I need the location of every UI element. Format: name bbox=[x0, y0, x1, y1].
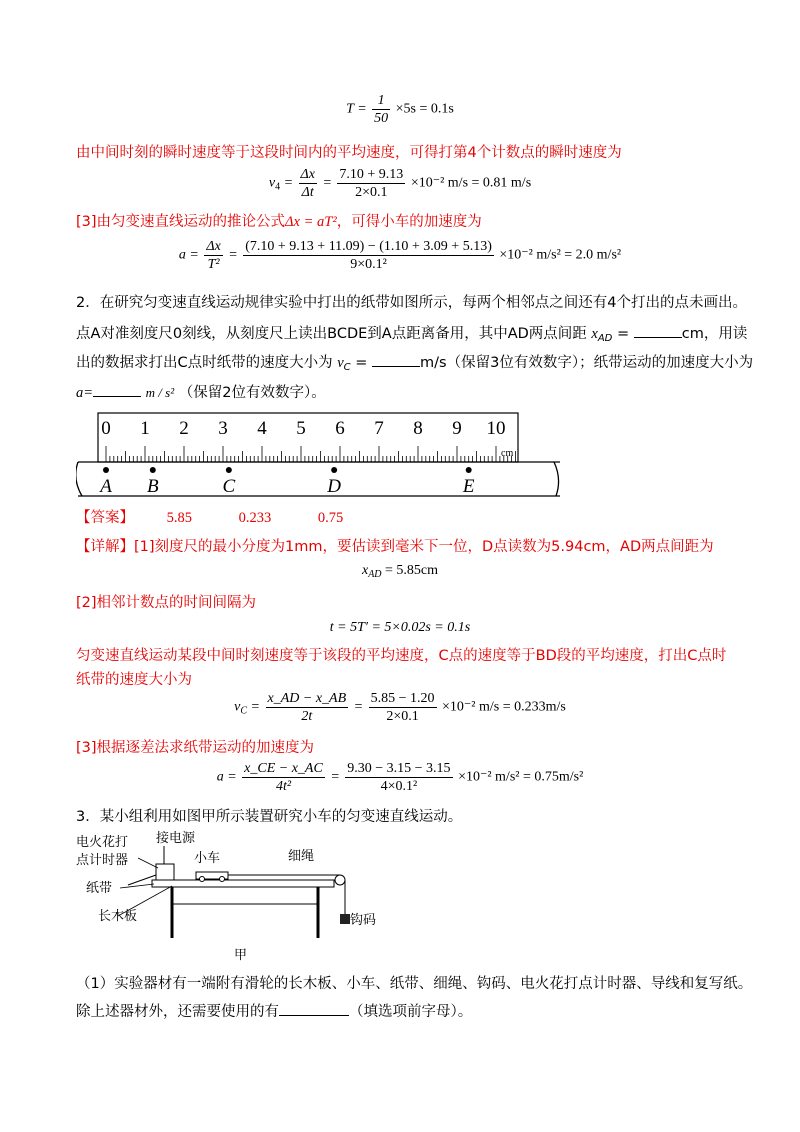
formula-rest: ×10⁻² m/s = 0.81 m/s bbox=[410, 175, 532, 191]
formula-subscript: C bbox=[240, 705, 248, 717]
fraction-denominator: 2×0.1 bbox=[386, 709, 419, 724]
text-part: （保留2位有效数字）。 bbox=[178, 385, 326, 401]
ruler-number: 0 bbox=[101, 418, 111, 439]
xad-formula bbox=[0, 563, 800, 580]
solution-text-1: 由中间时刻的瞬时速度等于这段时间内的平均速度，可得打第4个计数点的瞬时速度为 bbox=[76, 145, 622, 161]
formula-rest: ×5s = 0.1s bbox=[395, 101, 454, 117]
label-power: 接电源 bbox=[156, 830, 196, 845]
tape-pointer bbox=[120, 884, 154, 888]
fraction-numerator: Δx bbox=[206, 239, 221, 254]
var-v: v bbox=[337, 355, 344, 371]
ruler-number: 4 bbox=[257, 418, 267, 439]
solution-text-2 bbox=[76, 212, 482, 232]
acceleration-formula: a = $\frac{\Delta x}{\text{T²}}$ = $\frac{(7.10 + 9.13 + 11.09) - (1.10 + 3.09 + 5.13)}{\text{9×0.1²}}$ ×10⁻² m/s² = 2.0 m/s² bbox=[178, 239, 622, 272]
fraction-denominator: 2×0.1 bbox=[355, 185, 388, 200]
long-board bbox=[152, 880, 334, 887]
cart-wheel bbox=[220, 877, 225, 882]
fraction bbox=[345, 760, 452, 795]
answer-blank-ad[interactable] bbox=[634, 322, 682, 338]
detail-line-1: 【详解】[1]刻度尺的最小分度为1mm，要估读到毫米下一位，D点读数为5.94cm，AD两点间距为 bbox=[76, 539, 714, 555]
equals: = bbox=[612, 326, 630, 342]
ruler-number: 5 bbox=[296, 418, 306, 439]
formula-lhs: a bbox=[216, 769, 224, 785]
ruler-number: 7 bbox=[374, 418, 384, 439]
q3-line-1: 3．某小组利用如图甲所示装置研究小车的匀变速直线运动。 bbox=[76, 809, 463, 825]
cart-wheel bbox=[200, 877, 205, 882]
answer-value-2: 0.233 bbox=[238, 510, 272, 526]
text-part: （填选项前字母）。 bbox=[349, 1004, 473, 1020]
equals: = bbox=[350, 355, 368, 371]
fraction bbox=[337, 166, 405, 201]
q3-line-3 bbox=[76, 1000, 472, 1022]
fraction bbox=[372, 92, 390, 127]
text-part: m/s（保留3位有效数字）；纸带运动的加速度大小为 bbox=[420, 355, 754, 371]
period-formula: T = $\frac{1}{50}$ ×5s = 0.1s bbox=[346, 93, 454, 126]
fraction-numerator: 7.10 + 9.13 bbox=[339, 167, 404, 182]
detail-line-5: [3]根据逐差法求纸带运动的加速度为 bbox=[76, 740, 315, 756]
tape-points bbox=[98, 467, 475, 497]
answer-value-1: 5.85 bbox=[166, 510, 192, 526]
detail-line-2: [2]相邻计数点的时间间隔为 bbox=[76, 595, 257, 611]
detail-line-3: 匀变速直线运动某段中间时刻速度等于该段的平均速度，C点的速度等于BD段的平均速度，打出C点时 bbox=[76, 648, 727, 664]
fraction bbox=[243, 238, 494, 273]
q3-line-2: （1）实验器材有一端附有滑轮的长木板、小车、纸带、细绳、钩码、电火花打点计时器、导线和复写纸。 bbox=[76, 976, 753, 992]
ruler-figure bbox=[76, 412, 560, 500]
formula-lhs: a bbox=[178, 247, 186, 263]
tape-point bbox=[150, 467, 156, 473]
fraction-numerator: 9.30 − 3.15 − 3.15 bbox=[347, 761, 451, 776]
vc-formula: $v_C$ = $\frac{x\_AD - x\_AB}{2t}$ = $\frac{5.85 - 1.20}{2\times 0.1}$ ×10⁻² m/s = 0.233m/s bbox=[234, 691, 566, 724]
tape-point-label: A bbox=[100, 476, 112, 497]
t-formula: t = 5T′ = 5×0.02s = 0.1s bbox=[329, 620, 471, 635]
tape-point bbox=[331, 467, 337, 473]
fraction-denominator: 50 bbox=[374, 111, 389, 126]
ruler-number: 8 bbox=[413, 418, 423, 439]
q2-line-1: 2．在研究匀变速直线运动规律实验中打出的纸带如图所示，每两个相邻点之间还有4个打出的点未画出。 bbox=[76, 295, 747, 311]
pulley-icon bbox=[335, 875, 345, 885]
fraction bbox=[204, 238, 222, 273]
ruler-number: 6 bbox=[335, 418, 345, 439]
v4-formula: $v_4$ = $\frac{\Delta x}{\Delta t}$ = $\frac{7.10 + 9.13}{2\times 0.1}$ ×10⁻² m/s = 0.81 m/s bbox=[268, 167, 532, 200]
tape-point-label: E bbox=[462, 476, 475, 497]
formula-lhs: v bbox=[234, 699, 241, 715]
figure-caption: 甲 bbox=[234, 947, 248, 962]
text-part: ，可得小车的加速度为 bbox=[336, 214, 482, 230]
fraction bbox=[299, 166, 317, 201]
text-part: a= bbox=[76, 385, 94, 401]
ruler-unit: cm bbox=[501, 448, 514, 459]
answer-blank-equipment[interactable] bbox=[279, 1000, 349, 1016]
formula-subscript: 4 bbox=[275, 181, 281, 193]
board-pointer bbox=[118, 886, 172, 916]
answer-blank-a[interactable] bbox=[93, 381, 141, 397]
ruler-number: 2 bbox=[179, 418, 189, 439]
text-part: 出的数据求打出C点时纸带的速度大小为 bbox=[76, 355, 333, 371]
text-part: [3]由匀变速直线运动的推论公式 bbox=[76, 214, 286, 230]
ruler-number: 10 bbox=[486, 418, 506, 439]
paper-tape-right-end bbox=[554, 462, 559, 496]
var-x: x bbox=[361, 563, 369, 578]
fraction-denominator: 2t bbox=[301, 709, 313, 724]
label-weight: 钩码 bbox=[350, 912, 376, 927]
var-x: x bbox=[591, 326, 598, 342]
fraction-denominator: 4×0.1² bbox=[380, 779, 418, 794]
fraction-denominator: 4t² bbox=[275, 779, 292, 794]
fraction-denominator: 9×0.1² bbox=[350, 257, 387, 272]
unit: m / s² bbox=[145, 385, 175, 400]
a-formula-2: a = $\frac{x\_CE - x\_AC}{\text{4t²}}$ = $\frac{9.30 - 3.15 - 3.15}{\text{4×0.1²}}$ ×10⁻² m/s² = 0.75m/s² bbox=[216, 761, 584, 794]
label-timer-2: 点计时器 bbox=[76, 852, 129, 867]
fraction-numerator: 1 bbox=[372, 92, 390, 110]
var-subscript: AD bbox=[597, 333, 613, 344]
label-tape: 纸带 bbox=[86, 880, 113, 895]
fraction bbox=[369, 690, 437, 725]
fraction-numerator: Δx bbox=[300, 167, 315, 182]
ruler-number: 1 bbox=[140, 418, 150, 439]
fraction-numerator: (7.10 + 9.13 + 11.09) − (1.10 + 3.09 + 5.13) bbox=[245, 239, 492, 254]
tape-point bbox=[103, 467, 109, 473]
text-part: 除上述器材外，还需要使用的有 bbox=[76, 1004, 279, 1020]
var-subscript: C bbox=[343, 362, 351, 373]
formula-rest: ×10⁻² m/s² = 0.75m/s² bbox=[458, 769, 584, 785]
fraction bbox=[266, 690, 349, 725]
tape-point-label: D bbox=[327, 476, 342, 497]
inline-formula: Δx = aT² bbox=[285, 214, 337, 230]
tape-point bbox=[466, 467, 472, 473]
apparatus-figure bbox=[76, 828, 376, 964]
answer-blank-vc[interactable] bbox=[372, 351, 420, 367]
answer-value-3: 0.75 bbox=[317, 510, 344, 526]
ruler-number: 3 bbox=[218, 418, 228, 439]
ruler-number: 9 bbox=[452, 418, 462, 439]
q2-line-2 bbox=[76, 322, 747, 349]
answer-line bbox=[76, 508, 343, 528]
formula-lhs: T bbox=[346, 101, 354, 117]
label-board: 长木板 bbox=[98, 908, 138, 923]
paper-tape-left-end bbox=[76, 462, 82, 496]
tape-point bbox=[226, 467, 232, 473]
fraction-denominator: Δt bbox=[301, 185, 314, 200]
fraction-numerator: x_AD − x_AB bbox=[267, 691, 347, 706]
fraction-denominator: T² bbox=[207, 257, 220, 272]
label-timer-1: 电火花打 bbox=[76, 834, 129, 849]
weight-block bbox=[340, 914, 350, 924]
text-part: cm，用读 bbox=[681, 326, 748, 342]
text-part: 点A对准刻度尺0刻线，从刻度尺上读出BCDE到A点距离备用，其中AD两点间距 bbox=[76, 326, 587, 342]
var-subscript: AD bbox=[368, 569, 382, 580]
detail-line-4: 纸带的速度大小为 bbox=[76, 672, 192, 688]
answer-label: 【答案】 bbox=[76, 510, 134, 526]
timer-box bbox=[156, 864, 174, 880]
q2-line-4 bbox=[76, 381, 326, 403]
label-cart: 小车 bbox=[194, 850, 221, 865]
q2-line-3 bbox=[76, 351, 753, 378]
formula-rest: = 5.85cm bbox=[381, 563, 439, 578]
formula-lhs: v bbox=[268, 175, 276, 191]
tape-point-label: C bbox=[222, 476, 236, 497]
fraction bbox=[242, 760, 325, 795]
formula-rest: ×10⁻² m/s² = 2.0 m/s² bbox=[499, 247, 622, 263]
fraction-numerator: 5.85 − 1.20 bbox=[370, 691, 435, 706]
tape-point-label: B bbox=[146, 476, 159, 497]
label-rope: 细绳 bbox=[288, 848, 315, 863]
fraction-numerator: x_CE − x_AC bbox=[244, 761, 323, 776]
formula-rest: ×10⁻² m/s = 0.233m/s bbox=[442, 699, 566, 715]
timer-pointer bbox=[138, 858, 158, 868]
